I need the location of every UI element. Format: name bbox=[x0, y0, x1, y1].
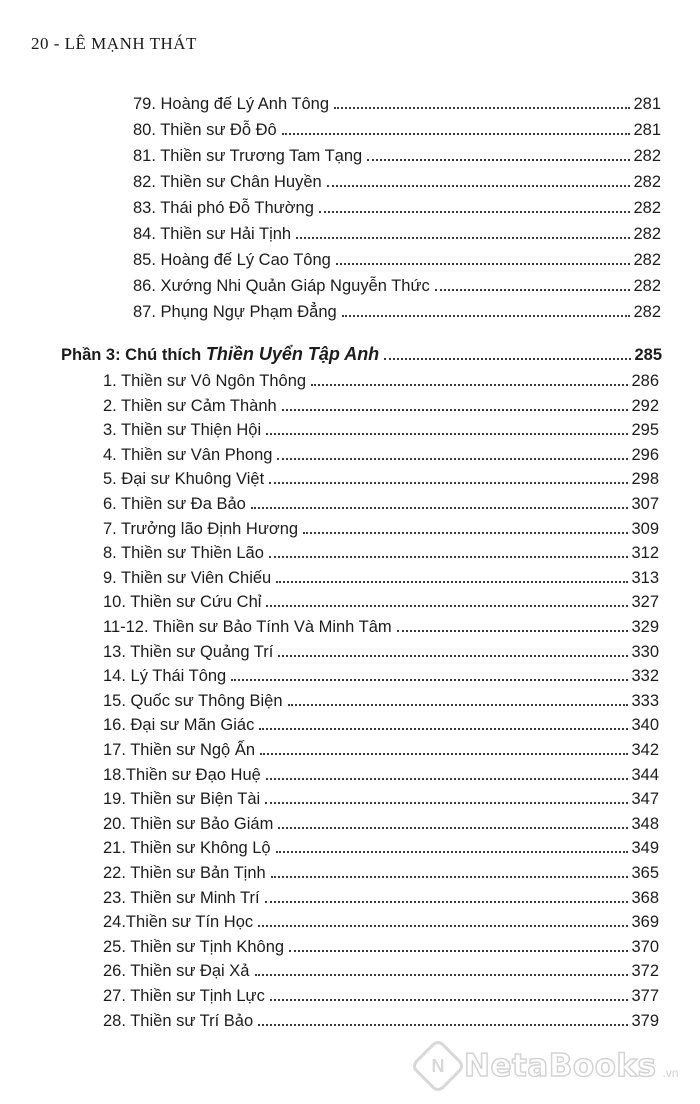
toc-entry-label: 82. Thiền sư Chân Huyền bbox=[133, 173, 322, 191]
toc-entry-label: 15. Quốc sư Thông Biện bbox=[103, 691, 283, 710]
dot-leader bbox=[296, 237, 630, 239]
toc-entry-label: 2. Thiền sư Cảm Thành bbox=[103, 396, 277, 415]
toc-entry[interactable] bbox=[103, 568, 659, 588]
page-number: 327 bbox=[631, 593, 659, 612]
toc-entry[interactable] bbox=[133, 146, 661, 166]
toc-entry[interactable] bbox=[103, 838, 659, 858]
toc-entry-label: 3. Thiền sư Thiện Hội bbox=[103, 421, 262, 440]
dot-leader bbox=[269, 556, 629, 558]
toc-entry[interactable] bbox=[103, 445, 659, 465]
toc-entry[interactable] bbox=[133, 276, 661, 296]
page-number: 282 bbox=[633, 277, 661, 295]
page-number: 282 bbox=[633, 251, 661, 269]
toc-entry-label: 8. Thiền sư Thiền Lão bbox=[103, 544, 264, 563]
toc-entry[interactable] bbox=[103, 740, 659, 760]
toc-entry-label: 21. Thiền sư Không Lộ bbox=[103, 839, 271, 858]
toc-entry-label: 9. Thiền sư Viên Chiếu bbox=[103, 568, 272, 587]
toc-entry[interactable] bbox=[103, 617, 659, 637]
dot-leader bbox=[270, 999, 629, 1001]
toc-entry-label: 14. Lý Thái Tông bbox=[103, 667, 227, 686]
toc-part-heading[interactable] bbox=[61, 344, 662, 365]
toc-entry[interactable] bbox=[103, 937, 659, 957]
toc-entry[interactable] bbox=[133, 250, 661, 270]
toc-entry-label: 16. Đại sư Mãn Giác bbox=[103, 716, 255, 735]
toc-entry-label: 87. Phụng Ngự Phạm Đẳng bbox=[133, 303, 337, 321]
toc-entry-label: 22. Thiền sư Bản Tịnh bbox=[103, 864, 266, 882]
page-number: 370 bbox=[631, 937, 659, 956]
page-header: 20 - LÊ MẠNH THÁT bbox=[31, 34, 197, 53]
toc-entry-label: 6. Thiền sư Đa Bảo bbox=[103, 495, 246, 513]
toc-entry[interactable] bbox=[103, 765, 659, 785]
dot-leader bbox=[266, 605, 628, 607]
toc-entry[interactable] bbox=[103, 371, 659, 391]
page-number: 292 bbox=[631, 396, 659, 415]
dot-leader bbox=[277, 458, 628, 460]
page-number: 372 bbox=[631, 962, 659, 981]
dot-leader bbox=[266, 778, 629, 780]
dot-leader bbox=[266, 433, 628, 435]
watermark-brand: NetaBooks bbox=[464, 1048, 657, 1084]
toc-entry[interactable] bbox=[133, 224, 661, 244]
page-number: 282 bbox=[633, 225, 661, 243]
toc-entry[interactable] bbox=[133, 198, 661, 218]
page-number: 282 bbox=[633, 173, 661, 191]
dot-leader bbox=[311, 384, 628, 386]
dot-leader bbox=[289, 950, 628, 952]
page-number: 286 bbox=[631, 372, 659, 390]
page-number: 281 bbox=[633, 121, 661, 139]
dot-leader bbox=[435, 289, 631, 291]
toc-entry[interactable] bbox=[103, 494, 659, 514]
toc-entry[interactable] bbox=[103, 642, 659, 662]
toc-entry[interactable] bbox=[103, 592, 659, 612]
dot-leader bbox=[276, 581, 628, 583]
dot-leader bbox=[259, 728, 628, 730]
dot-leader bbox=[258, 925, 628, 927]
page-number: 349 bbox=[631, 839, 659, 858]
page-number: 344 bbox=[631, 765, 659, 784]
page-number: 307 bbox=[631, 495, 659, 513]
toc-entry[interactable] bbox=[103, 396, 659, 416]
toc-entry[interactable] bbox=[103, 666, 659, 686]
page-number: 296 bbox=[631, 445, 659, 464]
toc-entry-label: 5. Đại sư Khuông Việt bbox=[103, 470, 265, 489]
toc-entry[interactable] bbox=[103, 420, 659, 440]
toc-entry[interactable] bbox=[103, 986, 659, 1006]
toc-entry-label: 80. Thiền sư Đỗ Đô bbox=[133, 121, 277, 139]
toc-entry-label: 7. Trưởng lão Định Hương bbox=[103, 519, 299, 538]
toc-entry[interactable] bbox=[103, 863, 659, 883]
dot-leader bbox=[278, 827, 628, 829]
page-number: 368 bbox=[631, 888, 659, 907]
toc-entry-label: 1. Thiền sư Vô Ngôn Thông bbox=[103, 372, 307, 390]
toc-entry-label: 27. Thiền sư Tịnh Lực bbox=[103, 987, 265, 1005]
toc-entry-label: 17. Thiền sư Ngộ Ấn bbox=[103, 741, 255, 759]
toc-entry[interactable] bbox=[103, 912, 659, 932]
dot-leader bbox=[342, 315, 631, 317]
dot-leader bbox=[334, 107, 630, 109]
dot-leader bbox=[265, 802, 628, 804]
publisher-watermark bbox=[418, 1046, 679, 1086]
toc-entry-label: 25. Thiền sư Tịnh Không bbox=[103, 937, 285, 956]
dot-leader bbox=[282, 409, 629, 411]
toc-entry[interactable] bbox=[103, 961, 659, 981]
toc-entry[interactable] bbox=[103, 519, 659, 539]
toc-entry[interactable] bbox=[103, 888, 659, 908]
toc-entry[interactable] bbox=[103, 814, 659, 834]
toc-entry-label: 79. Hoàng đế Lý Anh Tông bbox=[133, 95, 330, 113]
page-number: 282 bbox=[633, 303, 661, 321]
toc-entry-label: 28. Thiền sư Trí Bảo bbox=[103, 1011, 254, 1030]
netabooks-logo-icon: N bbox=[410, 1038, 467, 1095]
toc-entry-label: 81. Thiền sư Trương Tam Tạng bbox=[133, 147, 363, 165]
dot-leader bbox=[276, 851, 629, 853]
dot-leader bbox=[397, 630, 629, 632]
dot-leader bbox=[384, 358, 631, 360]
page-number: 312 bbox=[631, 544, 659, 563]
page-number: 347 bbox=[631, 790, 659, 809]
dot-leader bbox=[231, 679, 628, 681]
part-heading-label: Phần 3: Chú thích Thiền Uyển Tập Anh bbox=[61, 344, 380, 364]
toc-entry-label: 19. Thiền sư Biện Tài bbox=[103, 790, 261, 809]
toc-entry[interactable] bbox=[133, 94, 661, 114]
toc-entry-label: 20. Thiền sư Bảo Giám bbox=[103, 814, 274, 833]
dot-leader bbox=[288, 704, 629, 706]
dot-leader bbox=[282, 133, 631, 135]
toc-entry[interactable] bbox=[133, 172, 661, 192]
dot-leader bbox=[265, 901, 629, 903]
toc-entry[interactable] bbox=[103, 789, 659, 809]
page-number: 309 bbox=[631, 519, 659, 538]
page-number: 369 bbox=[631, 913, 659, 932]
page-number: 313 bbox=[631, 568, 659, 587]
page-number: 330 bbox=[631, 642, 659, 661]
page-number: 377 bbox=[631, 987, 659, 1005]
toc-entry-label: 86. Xướng Nhi Quản Giáp Nguyễn Thức bbox=[133, 277, 430, 295]
toc-entry[interactable] bbox=[103, 691, 659, 711]
toc-entry[interactable] bbox=[103, 543, 659, 563]
page-number: 379 bbox=[631, 1011, 659, 1030]
dot-leader bbox=[260, 753, 628, 755]
toc-entry-label: 10. Thiền sư Cứu Chỉ bbox=[103, 593, 262, 612]
dot-leader bbox=[269, 482, 628, 484]
page-number: 285 bbox=[634, 346, 662, 364]
toc-entry-label: 23. Thiền sư Minh Trí bbox=[103, 888, 260, 907]
dot-leader bbox=[336, 263, 631, 265]
page-number: 281 bbox=[633, 95, 661, 113]
toc-entry-label: 26. Thiền sư Đại Xả bbox=[103, 962, 250, 981]
part-heading-title: Thiền Uyển Tập Anh bbox=[205, 344, 380, 364]
page-number: 365 bbox=[631, 864, 659, 882]
page-number: 329 bbox=[631, 618, 659, 636]
dot-leader bbox=[251, 507, 629, 509]
dot-leader bbox=[327, 185, 631, 187]
toc-entry-label: 85. Hoàng đế Lý Cao Tông bbox=[133, 251, 331, 269]
page-number: 332 bbox=[631, 667, 659, 686]
page-number: 333 bbox=[631, 691, 659, 710]
toc-entry[interactable] bbox=[103, 469, 659, 489]
toc-entry-label: 11-12. Thiền sư Bảo Tính Và Minh Tâm bbox=[103, 618, 392, 636]
watermark-domain: .vn bbox=[662, 1066, 679, 1080]
dot-leader bbox=[271, 876, 629, 878]
page-number: 282 bbox=[633, 199, 661, 217]
toc-entry-label: 83. Thái phó Đỗ Thường bbox=[133, 199, 314, 217]
toc-entry-label: 13. Thiền sư Quảng Trí bbox=[103, 642, 274, 661]
dot-leader bbox=[278, 655, 628, 657]
dot-leader bbox=[303, 532, 628, 534]
page-number: 342 bbox=[631, 741, 659, 759]
page-number: 348 bbox=[631, 814, 659, 833]
page-number: 298 bbox=[631, 470, 659, 489]
page-number: 295 bbox=[631, 421, 659, 440]
dot-leader bbox=[319, 211, 631, 213]
toc-entry[interactable] bbox=[133, 120, 661, 140]
toc-entry-label: 84. Thiền sư Hải Tịnh bbox=[133, 225, 292, 243]
toc-entry-label: 24.Thiền sư Tín Học bbox=[103, 913, 254, 932]
page-number: 340 bbox=[631, 716, 659, 735]
toc-entry[interactable] bbox=[133, 302, 661, 322]
toc-entry-label: 18.Thiền sư Đạo Huệ bbox=[103, 765, 261, 784]
toc-entry[interactable] bbox=[103, 715, 659, 735]
page-number: 282 bbox=[633, 147, 661, 165]
dot-leader bbox=[258, 1024, 628, 1026]
dot-leader bbox=[367, 159, 630, 161]
toc-entry-label: 4. Thiền sư Vân Phong bbox=[103, 445, 273, 464]
dot-leader bbox=[255, 974, 629, 976]
toc-entry[interactable] bbox=[103, 1011, 659, 1031]
